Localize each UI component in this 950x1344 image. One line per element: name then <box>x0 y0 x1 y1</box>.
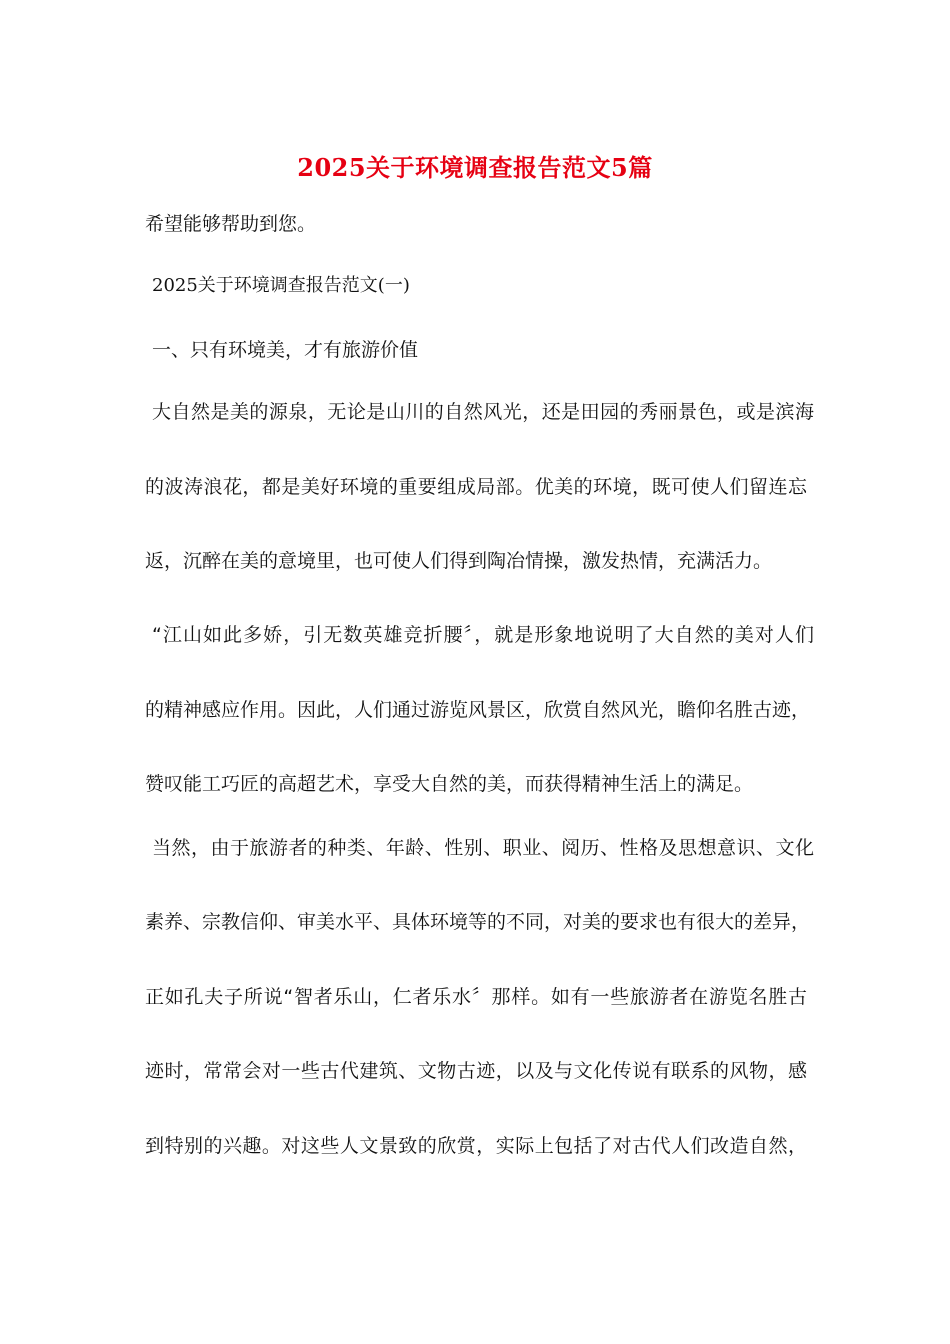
paragraph-line: 的波涛浪花，都是美好环境的重要组成局部。优美的环境，既可使人们留连忘 <box>145 476 807 498</box>
paragraph-line: 素养、宗教信仰、审美水平、具体环境等的不同，对美的要求也有很大的差异， <box>145 911 811 933</box>
subsection-heading: 一、只有环境美，才有旅游价值 <box>152 339 419 361</box>
paragraph-line: 迹时，常常会对一些古代建筑、文物古迹，以及与文化传说有联系的风物，感 <box>145 1060 807 1082</box>
paragraph-line: 的精神感应作用。因此，人们通过游览风景区，欣赏自然风光，瞻仰名胜古迹， <box>145 699 811 721</box>
paragraph-line: 大自然是美的源泉，无论是山川的自然风光，还是田园的秀丽景色，或是滨海 <box>152 401 814 423</box>
paragraph-line: “江山如此多娇，引无数英雄竞折腰〞，就是形象地说明了大自然的美对人们 <box>152 624 814 646</box>
section-heading: 2025关于环境调查报告范文(一) <box>152 275 410 296</box>
paragraph-line: 赞叹能工巧匠的高超艺术，享受大自然的美，而获得精神生活上的满足。 <box>145 773 754 795</box>
paragraph-line: 正如孔夫子所说“智者乐山，仁者乐水〞那样。如有一些旅游者在游览名胜古 <box>145 986 807 1008</box>
intro-line: 希望能够帮助到您。 <box>145 213 317 235</box>
document-title: 2025关于环境调查报告范文5篇 <box>297 153 653 182</box>
paragraph-line: 到特别的兴趣。对这些人文景致的欣赏，实际上包括了对古代人们改造自然， <box>145 1135 807 1157</box>
paragraph-line: 返，沉醉在美的意境里，也可使人们得到陶冶情操，激发热情，充满活力。 <box>145 550 773 572</box>
paragraph-line: 当然，由于旅游者的种类、年龄、性别、职业、阅历、性格及思想意识、文化 <box>152 837 814 859</box>
